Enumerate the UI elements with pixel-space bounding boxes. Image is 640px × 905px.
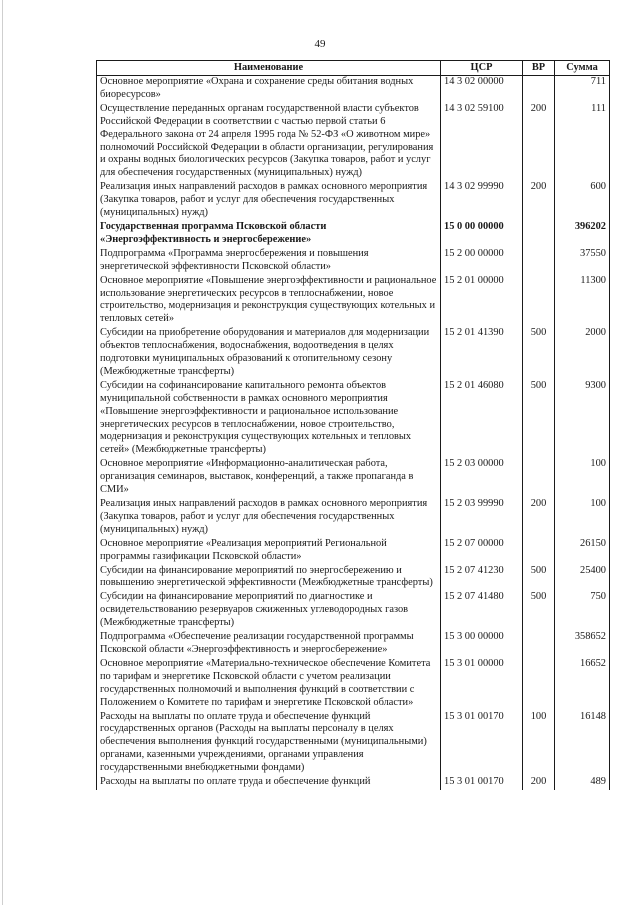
row-csr: 15 2 01 46080 <box>441 380 523 458</box>
row-csr: 14 3 02 00000 <box>441 76 523 103</box>
table-row <box>97 711 610 777</box>
table-row <box>97 591 610 631</box>
row-sum: 711 <box>555 76 610 103</box>
table-body <box>97 76 610 790</box>
row-sum: 26150 <box>555 538 610 565</box>
row-sum: 25400 <box>555 565 610 592</box>
row-name: Основное мероприятие «Охрана и сохранение среды обитания водных биоресурсов» <box>97 76 441 103</box>
row-name: Основное мероприятие «Реализация мероприятий Региональной программы газификации Псковской области» <box>97 538 441 565</box>
table-row <box>97 248 610 275</box>
row-name: Субсидии на приобретение оборудования и материалов для модернизации объектов теплоснабжения, водоснабжения, водоотведения в целях подготовки муниципальных образований к отопительному сезону (Межбюджетные трансферты) <box>97 327 441 380</box>
header-csr: ЦСР <box>441 61 523 76</box>
table-row <box>97 103 610 181</box>
row-csr: 15 2 03 99990 <box>441 498 523 538</box>
row-csr: 15 3 01 00170 <box>441 711 523 777</box>
table-row <box>97 275 610 328</box>
table-row <box>97 76 610 103</box>
table-row <box>97 538 610 565</box>
row-vr: 100 <box>523 711 555 777</box>
row-vr <box>523 248 555 275</box>
row-name: Подпрограмма «Обеспечение реализации государственной программы Псковской области «Энергоэффективность и энергосбережение» <box>97 631 441 658</box>
row-vr: 500 <box>523 591 555 631</box>
scan-edge <box>2 0 3 905</box>
table-row <box>97 181 610 221</box>
table-row <box>97 631 610 658</box>
row-vr: 200 <box>523 103 555 181</box>
table-row <box>97 380 610 458</box>
table-header <box>97 61 610 76</box>
table-row <box>97 498 610 538</box>
row-name: Основное мероприятие «Информационно-аналитическая работа, организация семинаров, выставок, конференций, а также пропаганда в СМИ» <box>97 458 441 498</box>
row-sum: 600 <box>555 181 610 221</box>
row-sum: 2000 <box>555 327 610 380</box>
row-csr: 15 2 00 00000 <box>441 248 523 275</box>
row-csr: 14 3 02 99990 <box>441 181 523 221</box>
row-sum: 9300 <box>555 380 610 458</box>
row-name: Реализация иных направлений расходов в рамках основного мероприятия (Закупка товаров, работ и услуг для обеспечения государственных (муниципальных) нужд) <box>97 498 441 538</box>
row-vr: 500 <box>523 327 555 380</box>
row-name: Субсидии на финансирование мероприятий по диагностике и освидетельствованию резервуаров сжиженных углеводородных газов (Межбюджетные трансферты) <box>97 591 441 631</box>
row-vr: 200 <box>523 776 555 790</box>
row-csr: 15 3 01 00000 <box>441 658 523 711</box>
row-name: Осуществление переданных органам государственной власти субъектов Российской Федерации в соответствии с частью первой статьи 6 Федерального закона от 24 апреля 1995 года № 52-ФЗ «О животном мире» полномочий Российской Федерации в области организации, регулирования и охраны водных биологических ресурсов (Закупка товаров, работ и услуг для обеспечения государственных (муниципальных) нужд) <box>97 103 441 181</box>
table-row <box>97 776 610 790</box>
row-csr: 15 2 07 41480 <box>441 591 523 631</box>
row-sum: 489 <box>555 776 610 790</box>
row-vr: 200 <box>523 181 555 221</box>
row-sum: 11300 <box>555 275 610 328</box>
row-csr: 15 2 03 00000 <box>441 458 523 498</box>
row-csr: 15 2 01 00000 <box>441 275 523 328</box>
table-row <box>97 658 610 711</box>
row-sum: 100 <box>555 458 610 498</box>
row-vr: 500 <box>523 565 555 592</box>
row-vr <box>523 275 555 328</box>
row-sum: 111 <box>555 103 610 181</box>
row-name: Расходы на выплаты по оплате труда и обеспечение функций <box>97 776 441 790</box>
row-csr: 15 2 01 41390 <box>441 327 523 380</box>
row-sum: 16148 <box>555 711 610 777</box>
budget-table <box>96 60 610 790</box>
row-name: Государственная программа Псковской области «Энергоэффективность и энергосбережение» <box>97 221 441 248</box>
row-name: Субсидии на софинансирование капитального ремонта объектов муниципальной собственности в рамках основного мероприятия «Повышение энергоэффективности и рациональное использование энергетических ресурсов в теплоснабжении, новое строительство, модернизация и реконструкция существующих котельных и тепловых сетей» (Межбюджетные трансферты) <box>97 380 441 458</box>
row-vr <box>523 538 555 565</box>
page-number: 49 <box>314 38 326 50</box>
row-vr <box>523 658 555 711</box>
row-name: Субсидии на финансирование мероприятий по энергосбережению и повышению энергетической эффективности (Межбюджетные трансферты) <box>97 565 441 592</box>
row-csr: 15 0 00 00000 <box>441 221 523 248</box>
row-csr: 15 3 00 00000 <box>441 631 523 658</box>
row-csr: 15 2 07 00000 <box>441 538 523 565</box>
row-name: Подпрограмма «Программа энергосбережения и повышения энергетической эффективности Псковской области» <box>97 248 441 275</box>
header-sum: Сумма <box>555 61 610 76</box>
row-sum: 358652 <box>555 631 610 658</box>
row-sum: 100 <box>555 498 610 538</box>
table-row <box>97 221 610 248</box>
row-sum: 396202 <box>555 221 610 248</box>
row-name: Основное мероприятие «Материально-техническое обеспечение Комитета по тарифам и энергетике Псковской области с учетом реализации государственных полномочий и выполнения функций в соответствии с Положением о Комитете по тарифам и энергетике Псковской области» <box>97 658 441 711</box>
row-name: Реализация иных направлений расходов в рамках основного мероприятия (Закупка товаров, работ и услуг для обеспечения государственных (муниципальных) нужд) <box>97 181 441 221</box>
table-row <box>97 565 610 592</box>
row-csr: 15 2 07 41230 <box>441 565 523 592</box>
row-sum: 37550 <box>555 248 610 275</box>
row-sum: 16652 <box>555 658 610 711</box>
header-name: Наименование <box>97 61 441 76</box>
row-vr <box>523 458 555 498</box>
row-vr <box>523 76 555 103</box>
row-vr: 500 <box>523 380 555 458</box>
row-csr: 15 3 01 00170 <box>441 776 523 790</box>
row-csr: 14 3 02 59100 <box>441 103 523 181</box>
row-vr <box>523 221 555 248</box>
row-name: Расходы на выплаты по оплате труда и обеспечение функций государственных органов (Расходы на выплаты персоналу в целях обеспечения выполнения функций государственными (муниципальными) органами, казенными учреждениями, органами управления государственными внебюджетными фондами) <box>97 711 441 777</box>
row-vr: 200 <box>523 498 555 538</box>
header-vr: ВР <box>523 61 555 76</box>
table-row <box>97 327 610 380</box>
row-sum: 750 <box>555 591 610 631</box>
row-vr <box>523 631 555 658</box>
table-row <box>97 458 610 498</box>
row-name: Основное мероприятие «Повышение энергоэффективности и рациональное использование энергетических ресурсов в теплоснабжении, новое строительство, модернизация и реконструкция существующих котельных и тепловых сетей» <box>97 275 441 328</box>
